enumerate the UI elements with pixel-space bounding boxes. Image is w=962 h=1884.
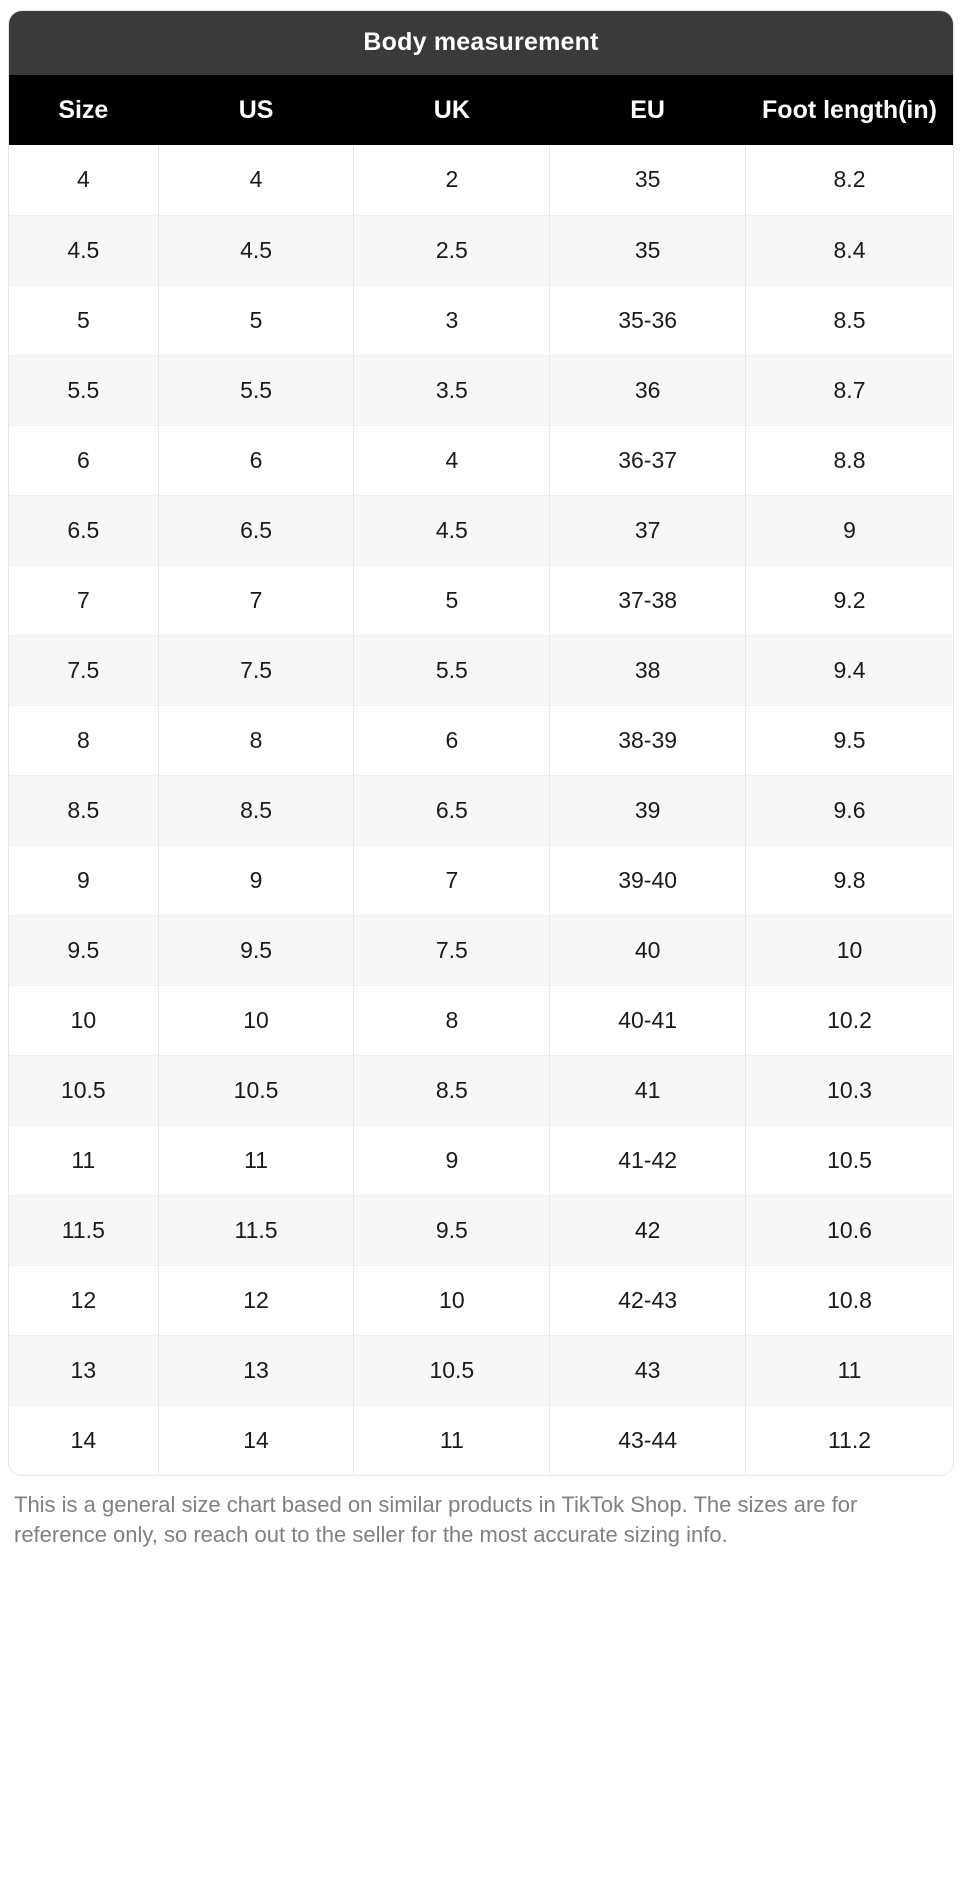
cell-size: 14 — [9, 1405, 158, 1475]
cell-us: 5.5 — [158, 355, 354, 425]
cell-eu: 38 — [550, 635, 746, 705]
cell-uk: 6.5 — [354, 775, 550, 845]
cell-uk: 9.5 — [354, 1195, 550, 1265]
column-header-us: US — [158, 75, 354, 145]
cell-uk: 5.5 — [354, 635, 550, 705]
cell-size: 10.5 — [9, 1055, 158, 1125]
cell-uk: 4.5 — [354, 495, 550, 565]
cell-size: 8 — [9, 705, 158, 775]
cell-size: 6 — [9, 425, 158, 495]
table-row — [9, 285, 953, 355]
cell-uk: 8 — [354, 985, 550, 1055]
cell-uk: 2.5 — [354, 215, 550, 285]
cell-foot-length: 8.7 — [746, 355, 953, 425]
table-row — [9, 1125, 953, 1195]
cell-us: 9 — [158, 845, 354, 915]
cell-foot-length: 9 — [746, 495, 953, 565]
cell-size: 7 — [9, 565, 158, 635]
cell-eu: 41 — [550, 1055, 746, 1125]
cell-foot-length: 8.4 — [746, 215, 953, 285]
table-row — [9, 775, 953, 845]
table-row — [9, 565, 953, 635]
cell-size: 6.5 — [9, 495, 158, 565]
cell-size: 13 — [9, 1335, 158, 1405]
cell-us: 14 — [158, 1405, 354, 1475]
cell-uk: 4 — [354, 425, 550, 495]
table-row — [9, 1405, 953, 1475]
cell-foot-length: 11 — [746, 1335, 953, 1405]
cell-us: 9.5 — [158, 915, 354, 985]
cell-size: 5.5 — [9, 355, 158, 425]
cell-size: 7.5 — [9, 635, 158, 705]
cell-eu: 35 — [550, 215, 746, 285]
cell-uk: 10.5 — [354, 1335, 550, 1405]
cell-us: 6.5 — [158, 495, 354, 565]
table-row — [9, 215, 953, 285]
cell-foot-length: 9.5 — [746, 705, 953, 775]
cell-us: 7.5 — [158, 635, 354, 705]
cell-us: 8.5 — [158, 775, 354, 845]
cell-uk: 8.5 — [354, 1055, 550, 1125]
cell-uk: 7.5 — [354, 915, 550, 985]
cell-eu: 39 — [550, 775, 746, 845]
cell-foot-length: 10.6 — [746, 1195, 953, 1265]
cell-size: 11.5 — [9, 1195, 158, 1265]
cell-us: 6 — [158, 425, 354, 495]
table-row — [9, 1195, 953, 1265]
table-row — [9, 425, 953, 495]
cell-size: 4.5 — [9, 215, 158, 285]
table-row — [9, 355, 953, 425]
cell-uk: 6 — [354, 705, 550, 775]
cell-us: 5 — [158, 285, 354, 355]
table-row — [9, 845, 953, 915]
cell-eu: 40-41 — [550, 985, 746, 1055]
cell-us: 11 — [158, 1125, 354, 1195]
cell-us: 4.5 — [158, 215, 354, 285]
size-chart-card — [8, 10, 954, 1476]
cell-uk: 3 — [354, 285, 550, 355]
cell-eu: 37 — [550, 495, 746, 565]
table-row — [9, 1265, 953, 1335]
cell-eu: 37-38 — [550, 565, 746, 635]
table-body — [9, 145, 953, 1475]
table-row — [9, 495, 953, 565]
cell-foot-length: 10.3 — [746, 1055, 953, 1125]
cell-foot-length: 8.5 — [746, 285, 953, 355]
cell-size: 9.5 — [9, 915, 158, 985]
cell-us: 13 — [158, 1335, 354, 1405]
cell-eu: 41-42 — [550, 1125, 746, 1195]
cell-foot-length: 8.2 — [746, 145, 953, 215]
cell-foot-length: 10 — [746, 915, 953, 985]
column-header-size: Size — [9, 75, 158, 145]
cell-size: 11 — [9, 1125, 158, 1195]
column-header-uk: UK — [354, 75, 550, 145]
cell-uk: 2 — [354, 145, 550, 215]
size-chart-footnote: This is a general size chart based on similar products in TikTok Shop. The sizes are for reference only, so reach out to the seller for the most accurate sizing info. — [14, 1492, 858, 1548]
cell-eu: 36-37 — [550, 425, 746, 495]
cell-foot-length: 9.6 — [746, 775, 953, 845]
cell-uk: 11 — [354, 1405, 550, 1475]
cell-foot-length: 8.8 — [746, 425, 953, 495]
cell-size: 8.5 — [9, 775, 158, 845]
column-header-eu: EU — [550, 75, 746, 145]
cell-foot-length: 9.4 — [746, 635, 953, 705]
cell-eu: 38-39 — [550, 705, 746, 775]
cell-uk: 7 — [354, 845, 550, 915]
cell-foot-length: 9.2 — [746, 565, 953, 635]
cell-us: 8 — [158, 705, 354, 775]
cell-size: 9 — [9, 845, 158, 915]
cell-us: 10 — [158, 985, 354, 1055]
cell-eu: 36 — [550, 355, 746, 425]
cell-size: 12 — [9, 1265, 158, 1335]
cell-us: 4 — [158, 145, 354, 215]
cell-eu: 43-44 — [550, 1405, 746, 1475]
table-row — [9, 1055, 953, 1125]
cell-foot-length: 9.8 — [746, 845, 953, 915]
cell-eu: 35-36 — [550, 285, 746, 355]
table-header-row — [9, 75, 953, 145]
table-header — [9, 75, 953, 145]
cell-foot-length: 10.8 — [746, 1265, 953, 1335]
cell-foot-length: 11.2 — [746, 1405, 953, 1475]
cell-uk: 10 — [354, 1265, 550, 1335]
cell-us: 10.5 — [158, 1055, 354, 1125]
table-row — [9, 145, 953, 215]
table-row — [9, 705, 953, 775]
cell-us: 11.5 — [158, 1195, 354, 1265]
cell-uk: 5 — [354, 565, 550, 635]
cell-eu: 39-40 — [550, 845, 746, 915]
cell-eu: 42-43 — [550, 1265, 746, 1335]
cell-eu: 43 — [550, 1335, 746, 1405]
cell-size: 10 — [9, 985, 158, 1055]
cell-eu: 40 — [550, 915, 746, 985]
cell-us: 12 — [158, 1265, 354, 1335]
cell-eu: 35 — [550, 145, 746, 215]
table-row — [9, 915, 953, 985]
column-header-foot-length: Foot length(in) — [746, 75, 953, 145]
cell-size: 5 — [9, 285, 158, 355]
card-title: Body measurement — [9, 11, 953, 75]
size-chart-table — [9, 75, 953, 1475]
cell-size: 4 — [9, 145, 158, 215]
table-row — [9, 985, 953, 1055]
cell-foot-length: 10.5 — [746, 1125, 953, 1195]
table-row — [9, 1335, 953, 1405]
cell-foot-length: 10.2 — [746, 985, 953, 1055]
cell-uk: 9 — [354, 1125, 550, 1195]
table-row — [9, 635, 953, 705]
cell-eu: 42 — [550, 1195, 746, 1265]
cell-uk: 3.5 — [354, 355, 550, 425]
cell-us: 7 — [158, 565, 354, 635]
